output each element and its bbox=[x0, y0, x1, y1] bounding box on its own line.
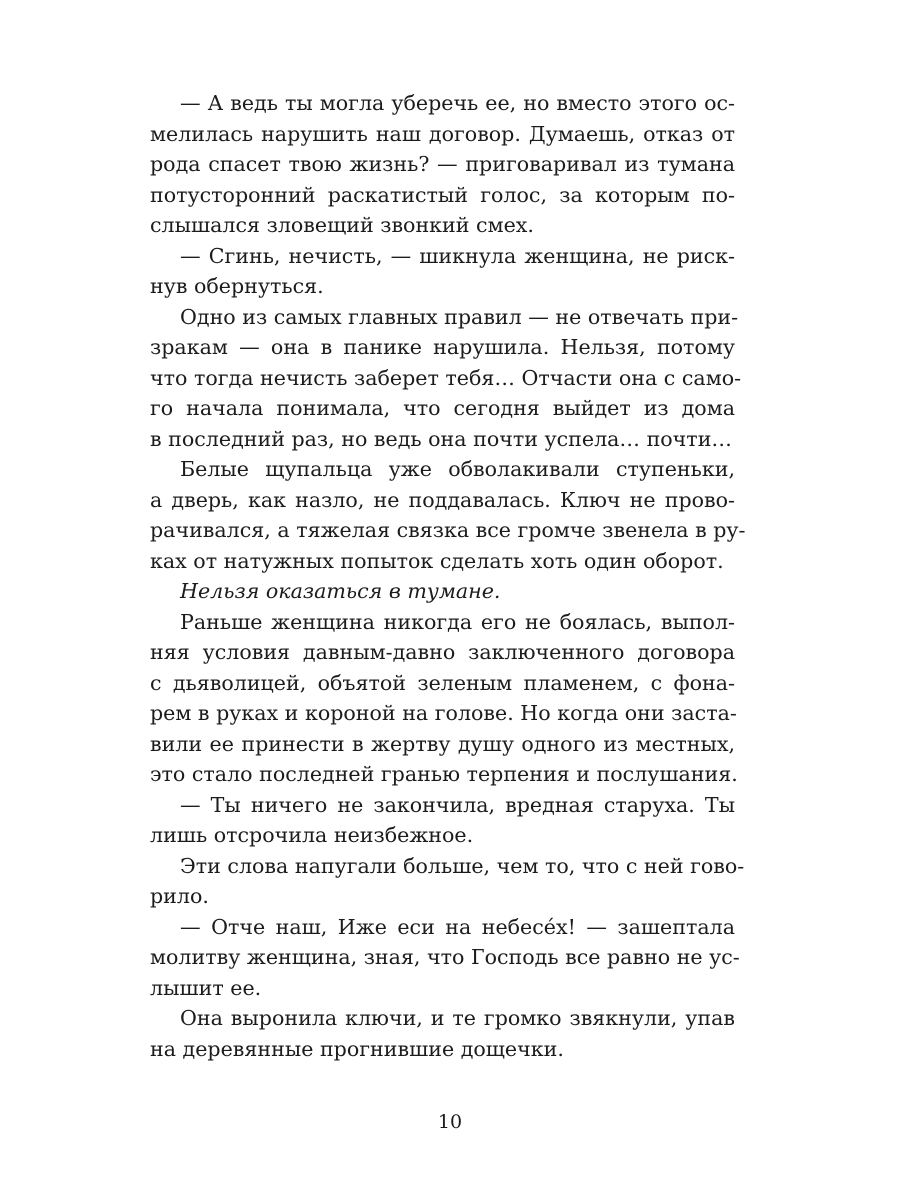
text-line: вили ее принести в жертву душу одного из местных, bbox=[150, 731, 735, 756]
text-line: няя условия давным-давно заключенного договора bbox=[150, 640, 735, 664]
text-line: на деревянные прогнившие дощечки. bbox=[150, 1036, 564, 1061]
text-line: — А ведь ты могла уберечь ее, но вместо этого ос- bbox=[180, 91, 735, 115]
text-line: рило. bbox=[150, 884, 209, 908]
text-line: слышался зловещий звонкий смех. bbox=[150, 213, 534, 237]
text-line: Эти слова напугали больше, чем то, что с ней гово- bbox=[180, 853, 745, 878]
text-line: Одно из самых главных правил — не отвечать при- bbox=[180, 304, 739, 329]
text-line: что тогда нечисть заберет тебя… Отчасти она с само- bbox=[150, 365, 742, 390]
text-line: — Сгинь, нечисть, — шикнула женщина, не риск- bbox=[180, 243, 735, 268]
text-line: в последний раз, но ведь она почти успела… почти… bbox=[150, 426, 733, 451]
text-line: Раньше женщина никогда его не боялась, выпол- bbox=[180, 609, 735, 634]
text-line: а дверь, как назло, не поддавалась. Ключ не прово- bbox=[150, 487, 735, 512]
text-line: лишь отсрочила неизбежное. bbox=[150, 823, 474, 847]
page-number: 10 bbox=[437, 1111, 463, 1133]
text-line: потусторонний раскатистый голос, за которым по- bbox=[150, 182, 735, 207]
text-line: зракам — она в панике нарушила. Нельзя, потому bbox=[150, 335, 735, 359]
text-line: это стало последней гранью терпения и послушания. bbox=[150, 762, 738, 786]
text-line: с дьяволицей, объятой зеленым пламенем, с фона- bbox=[150, 670, 735, 695]
text-line: ках от натужных попыток сделать хоть один оборот. bbox=[150, 548, 724, 573]
text-line: — Отче наш, Иже еси на небесе́х! — зашептала bbox=[180, 914, 735, 939]
text-line: рачивался, а тяжелая связка все громче звенела в ру- bbox=[150, 518, 746, 542]
text-line: рода спасет твою жизнь? — приговаривал из тумана bbox=[150, 152, 735, 176]
text-line: мелилась нарушить наш договор. Думаешь, отказ от bbox=[150, 121, 735, 146]
text-line: Нельзя оказаться в тумане. bbox=[180, 579, 501, 603]
text-line: рем в руках и короной на голове. Но когда они заста- bbox=[150, 701, 737, 725]
text-line: молитву женщина, зная, что Господь все равно не ус- bbox=[150, 945, 740, 969]
text-line: Она выронила ключи, и те громко звякнули, упав bbox=[180, 1006, 735, 1030]
text-line: Белые щупальца уже обволакивали ступеньки, bbox=[180, 457, 735, 481]
text-line: го начала понимала, что сегодня выйдет из дома bbox=[150, 396, 735, 420]
text-line: нув обернуться. bbox=[150, 274, 324, 298]
text-line: лышит ее. bbox=[150, 975, 262, 1000]
page-body-text bbox=[150, 88, 746, 1064]
text-line: — Ты ничего не закончила, вредная старуха. Ты bbox=[180, 792, 735, 817]
